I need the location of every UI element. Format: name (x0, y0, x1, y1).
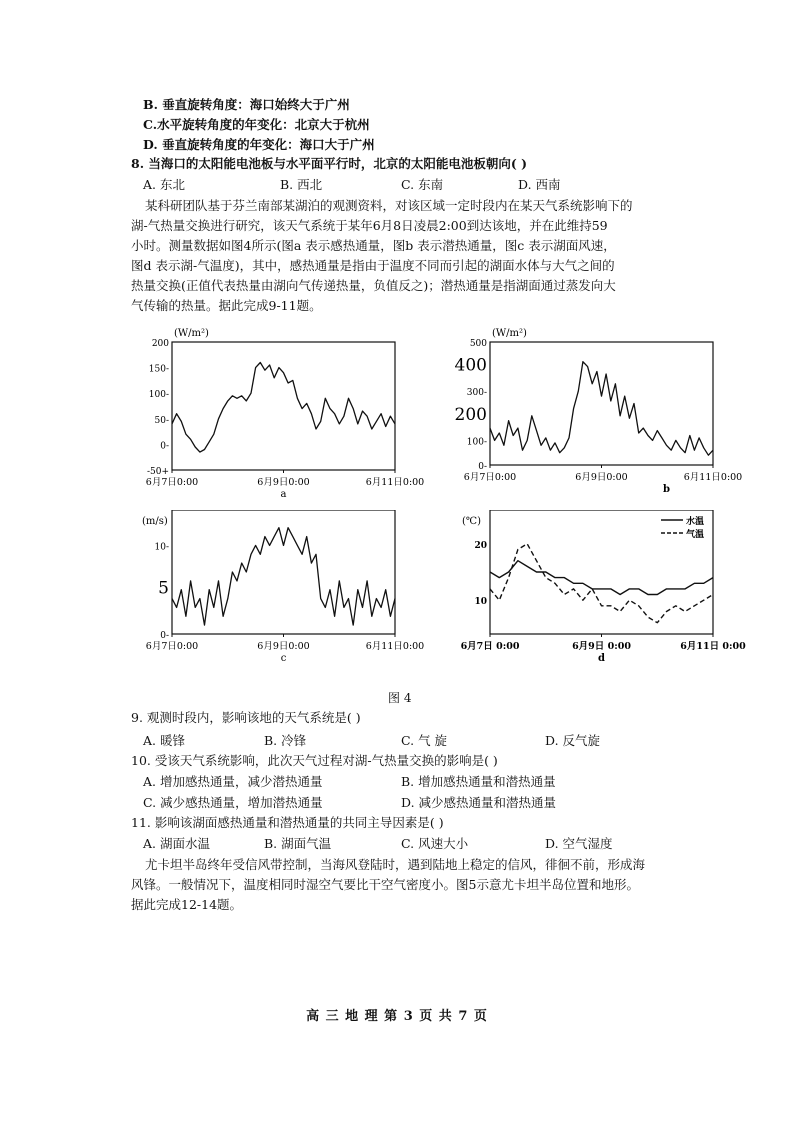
y-axis-label: (W/m²) (174, 328, 209, 339)
x-tick-label: 6月9日0:00 (257, 641, 310, 652)
x-tick-label: 6月7日0:00 (463, 472, 517, 483)
series-line-a (172, 363, 395, 453)
passage1-line-2: 湖-气热量交换进行研究，该天气系统于某年6月8日凌晨2:00到达该地，并在此维持59 (131, 218, 608, 233)
y-axis-label: (m/s) (142, 516, 168, 527)
q8-option-a: A. 东北 (143, 177, 185, 192)
y-tick-label: 200 (455, 404, 487, 425)
prev-option-d: D. 垂直旋转角度的年变化：海口大于广州 (143, 137, 375, 152)
q10-option-c: C. 减少感热通量，增加潜热通量 (143, 795, 323, 810)
y-tick-label: 10 (474, 597, 487, 608)
y-tick-label: 0- (160, 441, 169, 452)
q10-stem: 10. 受该天气系统影响，此次天气过程对湖-气热量交换的影响是( ) (131, 753, 498, 768)
q9-stem: 9. 观测时段内，影响该地的天气系统是( ) (131, 710, 361, 725)
q9-option-c: C. 气 旋 (401, 733, 448, 748)
y-tick-label: 20 (474, 540, 487, 551)
series-line-b (490, 362, 713, 456)
series-line-气温 (490, 544, 713, 623)
y-tick-label: 150- (148, 364, 169, 375)
chart-c-wind-speed (130, 510, 440, 670)
series-line-c (172, 528, 395, 625)
prev-option-b: B. 垂直旋转角度：海口始终大于广州 (143, 97, 350, 112)
plot-frame (172, 342, 395, 470)
q9-option-a: A. 暖锋 (143, 733, 185, 748)
panel-letter: a (280, 489, 287, 500)
y-axis-label: (W/m²) (492, 328, 527, 339)
y-tick-label: 50- (154, 415, 169, 426)
x-tick-label: 6月9日0:00 (575, 472, 628, 483)
y-tick-label: 10- (154, 542, 169, 553)
x-tick-label: 6月7日 0:00 (460, 641, 520, 652)
x-tick-label: 6月11日 0:00 (680, 641, 746, 652)
y-tick-label: 100- (148, 390, 169, 401)
page-footer: 高 三 地 理 第 3 页 共 7 页 (306, 1009, 488, 1024)
legend-label: 水温 (686, 517, 705, 527)
q11-option-d: D. 空气湿度 (545, 836, 613, 851)
chart-d-temperature (455, 510, 765, 670)
q10-option-a: A. 增加感热通量，减少潜热通量 (143, 774, 323, 789)
passage2-line-3: 据此完成12-14题。 (131, 897, 243, 912)
q11-option-a: A. 湖面水温 (143, 836, 210, 851)
passage1-line-4: 图d 表示湖-气温度)，其中，感热通量是指由于温度不同而引起的湖面水体与大气之间的 (131, 258, 615, 273)
q11-option-b: B. 湖面气温 (264, 836, 332, 851)
passage1-line-6: 气传输的热量。据此完成9-11题。 (131, 298, 322, 313)
y-tick-label: 100- (466, 437, 487, 448)
y-tick-label: -50+ (146, 467, 169, 477)
q11-stem: 11. 影响该湖面感热通量和潜热通量的共同主导因素是( ) (131, 815, 444, 830)
q8-option-d: D. 西南 (518, 177, 561, 192)
panel-letter: d (598, 653, 605, 664)
x-tick-label: 6月11日0:00 (365, 477, 425, 488)
passage1-line-5: 热量交换(正值代表热量由湖向气传递热量，负值反之)；潜热通量是指湖面通过蒸发向大 (131, 278, 616, 293)
y-tick-label: 200 (151, 339, 169, 349)
plot-frame (490, 510, 713, 634)
x-tick-label: 6月9日0:00 (257, 477, 310, 488)
y-tick-label: 400 (455, 355, 487, 376)
q8-option-b: B. 西北 (280, 177, 323, 192)
y-tick-label: 500 (469, 339, 487, 349)
prev-option-c: C.水平旋转角度的年变化：北京大于杭州 (143, 117, 370, 132)
passage2-line-1: 尤卡坦半岛终年受信风带控制，当海风登陆时，遇到陆地上稳定的信风，徘徊不前，形成海 (145, 857, 646, 872)
panel-letter: c (280, 653, 287, 664)
panel-letter: b (663, 484, 670, 495)
q10-option-b: B. 增加感热通量和潜热通量 (401, 774, 556, 789)
series-line-水温 (490, 561, 713, 595)
passage2-line-2: 风锋。一般情况下，温度相同时湿空气要比干空气密度小。图5示意尤卡坦半岛位置和地形。 (131, 877, 639, 892)
q10-option-d: D. 减少感热通量和潜热通量 (401, 795, 557, 810)
chart-a-sensible-heat (130, 320, 440, 500)
x-tick-label: 6月7日0:00 (145, 477, 199, 488)
q9-option-b: B. 冷锋 (264, 733, 307, 748)
y-tick-label: 5 (158, 578, 169, 599)
y-tick-label: 0- (160, 631, 169, 641)
q11-option-c: C. 风速大小 (401, 836, 469, 851)
q8-option-c: C. 东南 (401, 177, 444, 192)
passage1-line-1: 某科研团队基于芬兰南部某湖泊的观测资料，对该区域一定时段内在某天气系统影响下的 (145, 198, 633, 213)
q8-stem: 8. 当海口的太阳能电池板与水平面平行时，北京的太阳能电池板朝向( ) (131, 156, 528, 171)
x-tick-label: 6月7日0:00 (145, 641, 199, 652)
x-tick-label: 6月11日0:00 (683, 472, 743, 483)
x-tick-label: 6月9日 0:00 (572, 641, 631, 652)
passage1-line-3: 小时。测量数据如图4所示(图a 表示感热通量，图b 表示潜热通量，图c 表示湖面风速， (131, 238, 616, 253)
legend-label: 气温 (686, 530, 705, 540)
figure-caption: 图 4 (388, 691, 412, 705)
y-axis-label: (℃) (462, 516, 481, 527)
y-tick-label: 300- (466, 388, 487, 399)
y-tick-label: 0- (478, 462, 487, 472)
q9-option-d: D. 反气旋 (545, 733, 601, 748)
x-tick-label: 6月11日0:00 (365, 641, 425, 652)
chart-b-latent-heat (455, 320, 765, 500)
